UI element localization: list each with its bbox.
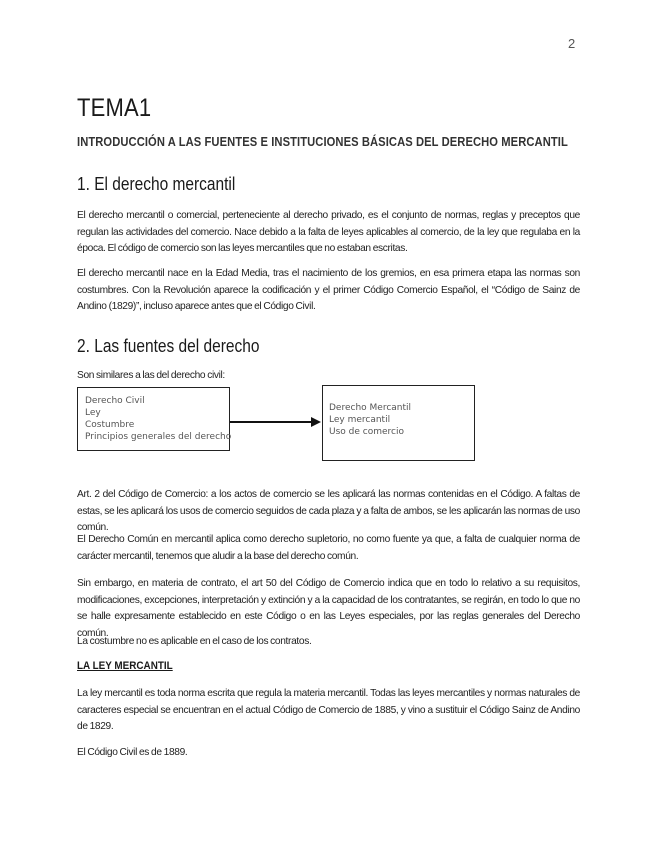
section2-paragraph-1: Art. 2 del Código de Comercio: a los actos de comercio se les aplicará las normas contenidas en el Código. A faltas de estas, se les aplicará los usos de comercio seguidos de cada plaza y a falta de ambos, se les aplicarán las normas de uso común. xyxy=(77,489,580,533)
section2-paragraph-2: El Derecho Común en mercantil aplica como derecho supletorio, no como fuente ya que, a falta de cualquier norma de carácter mercantil, tenemos que aludir a la base del derecho común. xyxy=(77,534,580,562)
ley-mercantil-heading: LA LEY MERCANTIL xyxy=(77,660,173,672)
civil-box-line: Ley xyxy=(85,408,101,418)
mercantil-law-sources-box xyxy=(322,385,475,461)
document-subtitle: INTRODUCCIÓN A LAS FUENTES E INSTITUCIONES BÁSICAS DEL DERECHO MERCANTIL xyxy=(77,134,568,149)
mercantil-box-line: Ley mercantil xyxy=(329,415,391,425)
ley-mercantil-paragraph-1: La ley mercantil es toda norma escrita que regula la materia mercantil. Todas las leyes mercantiles y normas naturales de caracteres especial se encuentran en el actual Código de Comercio de 1885, y vino a sustituir el Código Sainz de Andino de 1829. xyxy=(77,688,580,732)
section2-paragraph-4: La costumbre no es aplicable en el caso de los contratos. xyxy=(77,636,312,647)
section2-heading: 2. Las fuentes del derecho xyxy=(77,336,260,356)
mercantil-box-line: Uso de comercio xyxy=(329,427,404,437)
arrow-right-icon xyxy=(230,421,313,423)
section2-paragraph-3: Sin embargo, en materia de contrato, el art 50 del Código de Comercio indica que en todo lo relativo a su requisitos, modificaciones, excepciones, interpretación y extinción y a la capacidad de los contratantes, se regirán, en todo lo que no se halle expresamente establecido en este Código o en las Leyes especiales, por las reglas generales del Derecho común. xyxy=(77,578,580,639)
section1-paragraph-2: El derecho mercantil nace en la Edad Media, tras el nacimiento de los gremios, en esa primera etapa las normas son costumbres. Con la Revolución aparece la codificación y el primer Código Comercio Español, el “Código de Sainz de Andino (1829)”, incluso aparece antes que el Código Civil. xyxy=(77,268,580,312)
section2-intro: Son similares a las del derecho civil: xyxy=(77,370,225,381)
civil-box-line: Costumbre xyxy=(85,420,135,430)
section1-paragraph-1: El derecho mercantil o comercial, perteneciente al derecho privado, es el conjunto de normas, reglas y preceptos que regulan las actividades del comercio. Nace debido a la falta de leyes aplicables al comercio, de la ley que regulaba en la época. El código de comercio son las leyes mercantiles que no estaban escritas. xyxy=(77,210,580,254)
civil-box-line: Principios generales del derecho xyxy=(85,432,232,442)
civil-law-sources-box xyxy=(77,387,230,451)
page-number: 2 xyxy=(568,36,576,51)
document-title: TEMA1 xyxy=(77,94,152,122)
ley-mercantil-paragraph-2: El Código Civil es de 1889. xyxy=(77,747,188,758)
mercantil-box-line: Derecho Mercantil xyxy=(329,403,412,413)
arrow-head-icon xyxy=(311,417,321,427)
section1-heading: 1. El derecho mercantil xyxy=(77,174,236,194)
civil-box-line: Derecho Civil xyxy=(85,396,145,406)
